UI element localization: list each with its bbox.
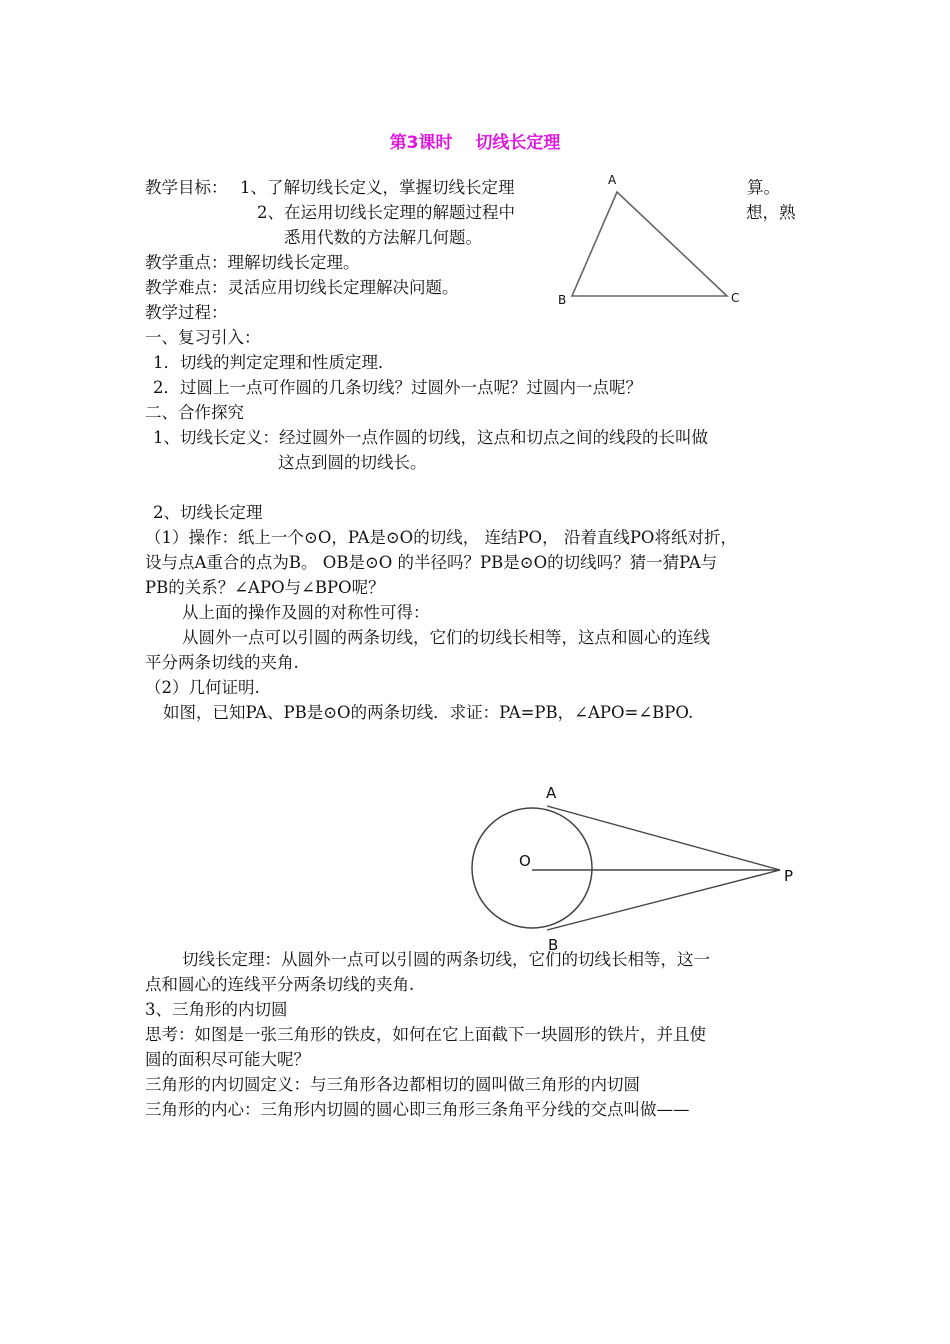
tangent-label-o: O (519, 852, 531, 870)
objective-2: 2、在运用切线长定理的解题过程中 (257, 203, 515, 222)
objective-2-cont: 悉用代数的方法解几何题。 (284, 228, 482, 247)
proof-text: 如图，已知PA、PB是⊙O的两条切线．求证：PA=PB，∠APO=∠BPO. (163, 703, 694, 722)
triangle-figure (550, 170, 750, 310)
derive-line: 从上面的操作及圆的对称性可得： (182, 603, 430, 622)
objectives-label: 教学目标： (145, 178, 228, 197)
section3-heading: 3、三角形的内切圆 (145, 1000, 288, 1019)
theorem-line-2: 点和圆心的连线平分两条切线的夹角. (145, 975, 415, 994)
definition-line-1: 1、切线长定义：经过圆外一点作圆的切线，这点和切点之间的线段的长叫做 (153, 428, 708, 447)
objective-1-end: 算。 (747, 178, 780, 197)
triangle-label-c: C (731, 291, 740, 305)
triangle-label-b: B (558, 293, 567, 307)
theorem-line-1: 切线长定理：从圆外一点可以引圆的两条切线，它们的切线长相等，这一 (182, 950, 710, 969)
process-label: 教学过程： (145, 303, 228, 322)
section2-heading: 二、合作探究 (145, 403, 244, 422)
operation-line-3: PB的关系？∠APO与∠BPO呢？ (145, 578, 385, 597)
incircle-definition: 三角形的内切圆定义：与三角形各边都相切的圆叫做三角形的内切圆 (145, 1075, 640, 1094)
operation-line-1: （1）操作：纸上一个⊙O，PA是⊙O的切线， 连结PO， 沿着直线PO将纸对折， (145, 528, 737, 547)
circle-o (472, 808, 592, 928)
tangent-label-b: B (548, 936, 559, 954)
review-q1: 1．切线的判定定理和性质定理． (153, 353, 395, 372)
think-line-1: 思考：如图是一张三角形的铁皮，如何在它上面截下一块圆形的铁片，并且使 (145, 1025, 706, 1044)
operation-line-2: 设与点A重合的点为B。 OB是⊙O 的半径吗？PB是⊙O的切线吗？猜一猜PA与 (145, 553, 718, 572)
statement-line-1: 从圆外一点可以引圆的两条切线，它们的切线长相等，这点和圆心的连线 (182, 628, 710, 647)
triangle-abc (572, 192, 727, 296)
key-point: 教学重点：理解切线长定理。 (145, 253, 360, 272)
tangent-label-a: A (546, 784, 557, 802)
theorem-heading: 2、切线长定理 (153, 503, 263, 522)
tangent-pa (547, 806, 780, 870)
triangle-label-a: A (608, 173, 617, 187)
tangent-label-p: P (784, 867, 794, 885)
review-q2: 2．过圆上一点可作圆的几条切线？过圆外一点呢？过圆内一点呢？ (153, 378, 642, 397)
incenter-definition: 三角形的内心：三角形内切圆的圆心即三角形三条角平分线的交点叫做—— (145, 1100, 690, 1119)
proof-heading: （2）几何证明. (145, 678, 260, 697)
tangent-figure (460, 780, 810, 960)
statement-line-2: 平分两条切线的夹角. (145, 653, 299, 672)
page-title: 第3课时 切线长定理 (389, 133, 561, 153)
section1-heading: 一、复习引入： (145, 328, 261, 347)
difficult-point: 教学难点：灵活应用切线长定理解决问题。 (145, 278, 459, 297)
definition-line-2: 这点到圆的切线长。 (278, 453, 427, 472)
objective-1: 1、了解切线长定义，掌握切线长定理 (240, 178, 515, 197)
think-line-2: 圆的面积尽可能大呢？ (145, 1050, 310, 1069)
objective-2-end: 想，熟 (746, 203, 796, 222)
